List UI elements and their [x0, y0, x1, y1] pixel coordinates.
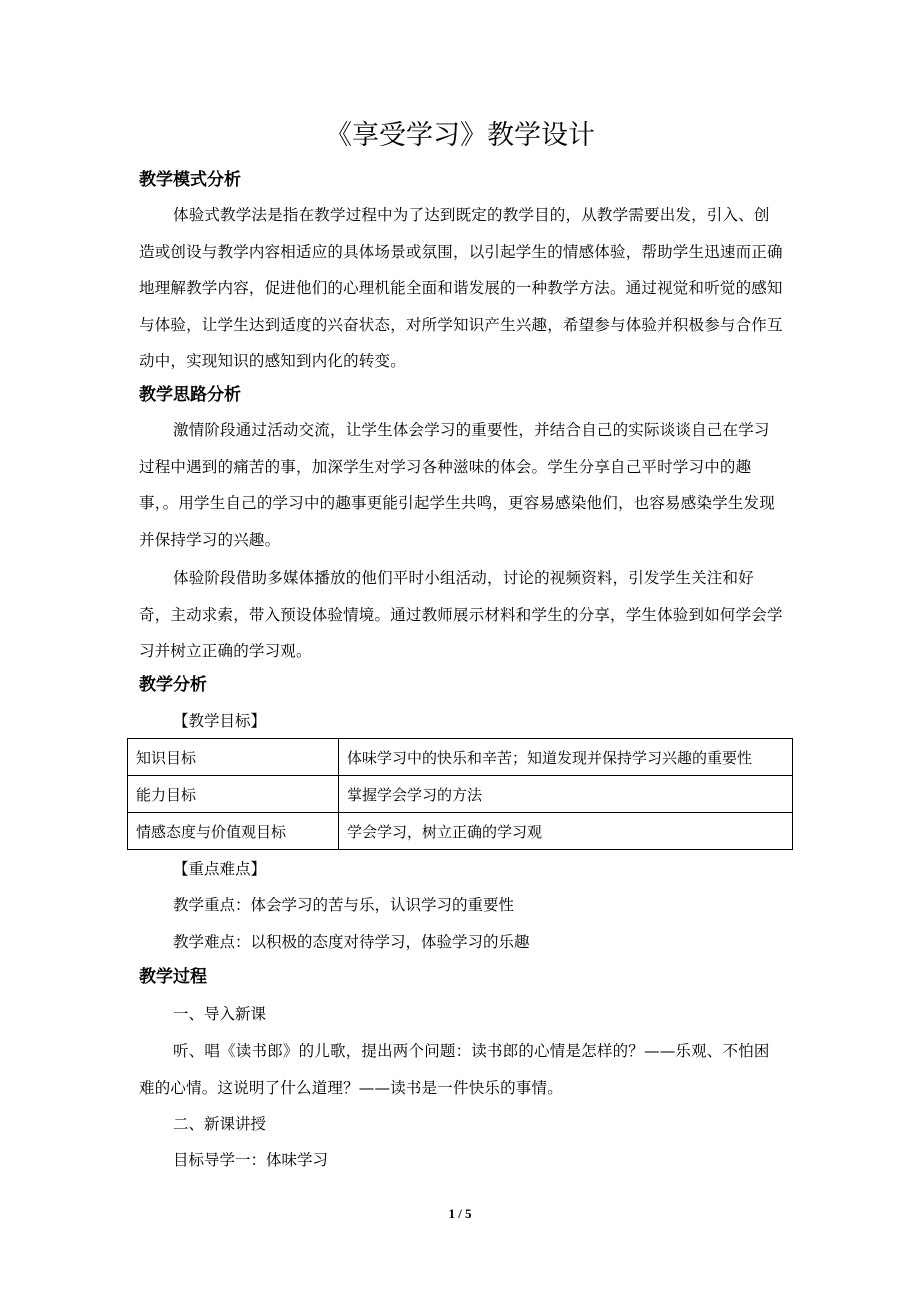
- goals-label: 【教学目标】: [173, 712, 267, 730]
- teaching-goals-table: [127, 738, 793, 850]
- heading-teaching-mode: 教学模式分析: [139, 170, 241, 190]
- heading-teaching-thinking: 教学思路分析: [139, 385, 241, 405]
- key-difficulty-label: 【重点难点】: [173, 860, 267, 878]
- document-title: 《享受学习》教学设计: [325, 120, 595, 151]
- difficulty-text: 教学难点：以积极的态度对待学习，体验学习的乐趣: [173, 933, 530, 951]
- goal-label-cell: 情感态度与价值观目标: [128, 813, 339, 850]
- goal-content-cell: 学会学习，树立正确的学习观: [339, 813, 793, 850]
- table-row: [128, 776, 793, 813]
- paragraph-thinking-2: 体验阶段借助多媒体播放的他们平时小组活动，讨论的视频资料，引发学生关注和好奇，主动求索，带入预设体验情境。通过教师展示材料和学生的分享，学生体验到如何学会学习并树立正确的学习观。: [139, 569, 783, 660]
- heading-teaching-analysis: 教学分析: [139, 675, 207, 695]
- paragraph-teaching-mode: 体验式教学法是指在教学过程中为了达到既定的教学目的，从教学需要出发，引入、创造或创设与教学内容相适应的具体场景或氛围，以引起学生的情感体验，帮助学生迅速而正确地理解教学内容，促进他们的心理机能全面和谐发展的一种教学方法。通过视觉和听觉的感知与体验，让学生达到适度的兴奋状态，对所学知识产生兴趣，希望参与体验并积极参与合作互动中，实现知识的感知到内化的转变。: [139, 206, 783, 370]
- heading-teaching-process: 教学过程: [139, 967, 207, 987]
- table-row: [128, 813, 793, 850]
- step-intro-label: 一、导入新课: [173, 1005, 267, 1023]
- goal-content-cell: 体味学习中的快乐和辛苦；知道发现并保持学习兴趣的重要性: [339, 739, 793, 776]
- goal-label-cell: 能力目标: [128, 776, 339, 813]
- paragraph-thinking-1: 激情阶段通过活动交流，让学生体会学习的重要性，并结合自己的实际谈谈自己在学习过程中遇到的痛苦的事，加深学生对学习各种滋味的体会。学生分享自己平时学习中的趣事，。用学生自己的学习中的趣事更能引起学生共鸣，更容易感染他们，也容易感染学生发现并保持学习的兴趣。: [139, 421, 775, 549]
- goal-label-cell: 知识目标: [128, 739, 339, 776]
- table-row: [128, 739, 793, 776]
- page-indicator: 1 / 5: [448, 1206, 472, 1221]
- key-point-text: 教学重点：体会学习的苦与乐，认识学习的重要性: [173, 896, 515, 914]
- step-new-lesson-label: 二、新课讲授: [173, 1115, 267, 1133]
- goal-guide-one: 目标导学一：体味学习: [173, 1151, 329, 1169]
- goal-content-cell: 掌握学会学习的方法: [339, 776, 793, 813]
- paragraph-intro: 听、唱《读书郎》的儿歌，提出两个问题：读书郎的心情是怎样的？——乐观、不怕困难的心情。这说明了什么道理？——读书是一件快乐的事情。: [139, 1042, 770, 1097]
